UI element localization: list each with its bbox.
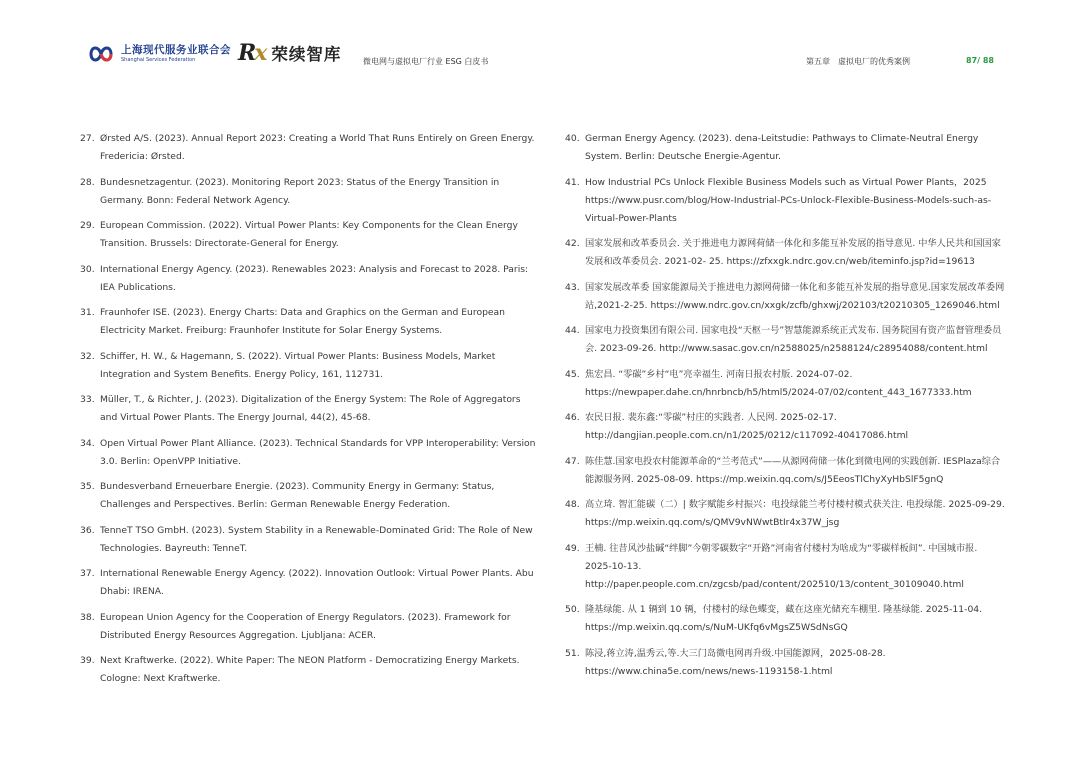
reference-text: Bundesverband Erneuerbare Energie. (2023). Community Energy in Germany: Status, Challenges and Perspectives. Berlin: German Renewable Energy Federation.: [100, 481, 495, 510]
brand-name: 荣续智库: [271, 45, 342, 64]
reference-item: [565, 540, 1005, 594]
reference-item: [565, 279, 1005, 315]
reference-number: 33.: [80, 394, 95, 405]
reference-item: [80, 478, 540, 514]
reference-text: 国家发展改革委 国家能源局关于推进电力源网荷储一体化和多能互补发展的指导意见.国家发展改革委网站,2021-2-25. https://www.ndrc.gov.cn/xxgk/zcfb/ghxwj/202103/t20210305_1269046.html: [585, 281, 1005, 311]
reference-text: How Industrial PCs Unlock Flexible Business Models such as Virtual Power Plants，2025 https://www.pusr.com/blog/How-Industrial-PCs-Unlock-Flexible-Business-Models-such-as-Virtual-Power-Plants: [585, 176, 992, 224]
reference-item: [80, 522, 540, 558]
reference-text: 隆基绿能. 从 1 辆到 10 辆，付楼村的绿色蝶变，藏在这座光储充车棚里. 隆基绿能. 2025-11-04. https://mp.weixin.qq.com/s/NuM-UKfq6vMgsZ5WSdNsGQ: [585, 604, 983, 633]
page-number: 87/ 88: [966, 56, 994, 65]
reference-item: [80, 609, 540, 645]
reference-text: Bundesnetzagentur. (2023). Monitoring Report 2023: Status of the Energy Transition in Germany. Bonn: Federal Network Agency.: [100, 176, 500, 206]
reference-item: [565, 130, 1005, 166]
reference-item: [565, 174, 1005, 228]
federation-emblem-icon: [85, 41, 117, 67]
reference-text: International Energy Agency. (2023). Renewables 2023: Analysis and Forecast to 2028. Paris: IEA Publications.: [100, 263, 529, 293]
reference-item: [565, 601, 1005, 637]
references-right-column: [565, 130, 1005, 688]
reference-number: 51.: [565, 647, 580, 659]
reference-number: 28.: [80, 176, 95, 188]
reference-text: 陈佳慧.国家电投农村能源革命的“兰考范式”——从源网荷储一体化到微电网的实践创新. IESPlaza综合能源服务网. 2025-08-09. https://mp.weixin.qq.com/s/J5EeosTlChyXyHbSlF5gnQ: [585, 455, 1001, 485]
reference-text: German Energy Agency. (2023). dena-Leitstudie: Pathways to Climate-Neutral Energy System. Berlin: Deutsche Energie-Agentur.: [585, 133, 979, 162]
reference-number: 35.: [80, 481, 95, 492]
reference-item: [80, 391, 540, 427]
reference-text: 陈浸,蒋立涛,温秀云,等.大三门岛微电网再升级.中国能源网，2025-08-28. https://www.china5e.com/news/news-1193158-1.html: [585, 647, 886, 677]
reference-text: 焦宏昌. “零碳”乡村“电”亮幸福生. 河南日报农村版. 2024-07-02. https://newpaper.dahe.cn/hnrbncb/h5/html5/2024-07/02/content_443_1677333.htm: [585, 368, 972, 398]
reference-text: 国家发展和改革委员会. 关于推进电力源网荷储一体化和多能互补发展的指导意见. 中华人民共和国国家发展和改革委员会. 2021-02- 25. https://zfxxgk.ndrc.gov.cn/web/iteminfo.jsp?id=19613: [585, 238, 1001, 267]
reference-item: [565, 235, 1005, 271]
reference-text: Next Kraftwerke. (2022). White Paper: The NEON Platform - Democratizing Energy Markets. Cologne: Next Kraftwerke.: [100, 655, 520, 684]
reference-text: 农民日报. 裴东鑫:“零碳”村庄的实践者. 人民网. 2025-02-17. http://dangjian.people.com.cn/n1/2025/0212/c117092-40417086.html: [585, 412, 909, 441]
reference-item: [80, 565, 540, 601]
page-header: [0, 0, 1080, 80]
reference-item: [565, 366, 1005, 402]
federation-name-cn: 上海现代服务业联合会: [121, 44, 231, 57]
reference-number: 39.: [80, 655, 95, 666]
chapter-title: 第五章 虚拟电厂的优秀案例: [806, 57, 910, 66]
reference-text: 国家电力投资集团有限公司. 国家电投“天枢一号”智慧能源系统正式发布. 国务院国有资产监督管理委员会. 2023-09-26. http://www.sasac.gov.cn/n2588025/n2588124/c28954088/content.html: [585, 325, 1002, 354]
federation-name-en: Shanghai Services Federation: [121, 56, 196, 63]
reference-number: 41.: [565, 176, 580, 188]
reference-number: 32.: [80, 350, 95, 362]
reference-number: 43.: [565, 281, 580, 293]
reference-number: 36.: [80, 524, 95, 536]
reference-item: [80, 304, 540, 340]
reference-text: Open Virtual Power Plant Alliance. (2023). Technical Standards for VPP Interoperability: Version 3.0. Berlin: OpenVPP Initiative.: [100, 437, 536, 467]
reference-text: 高立琦. 智汇能碳（二）| 数字赋能乡村振兴：电投绿能兰考付楼村模式获关注. 电投绿能. 2025-09-29. https://mp.weixin.qq.com/s/QMV9vNWwtBtIr4x37W_jsg: [585, 499, 1005, 528]
reference-number: 29.: [80, 220, 95, 231]
reference-text: TenneT TSO GmbH. (2023). System Stability in a Renewable-Dominated Grid: The Role of New Technologies. Bayreuth: TenneT.: [100, 524, 533, 554]
reference-text: Müller, T., & Richter, J. (2023). Digitalization of the Energy System: The Role of Aggregators and Virtual Power Plants. The Energy Journal, 44(2), 45-68.: [100, 394, 521, 423]
reference-item: [565, 496, 1005, 532]
reference-number: 47.: [565, 455, 580, 467]
reference-text: International Renewable Energy Agency. (2022). Innovation Outlook: Virtual Power Plants. Abu Dhabi: IRENA.: [100, 568, 534, 597]
reference-text: 王楠. 往昔风沙盐碱“绊脚”今朝零碳数字“开路”河南省付楼村为啥成为“零碳样板间”. 中国城市报. 2025-10-13. http://paper.people.com.cn/zgcsb/pad/content/202510/13/content_30109040.html: [585, 542, 978, 590]
reference-text: Schiffer, H. W., & Hagemann, S. (2022). Virtual Power Plants: Business Models, Market Integration and System Benefits. Energy Policy, 161, 112731.: [100, 350, 496, 380]
reference-item: [80, 652, 540, 688]
reference-text: Ørsted A/S. (2023). Annual Report 2023: Creating a World That Runs Entirely on Green Energy. Fredericia: Ørsted.: [100, 133, 535, 162]
reference-number: 49.: [565, 542, 580, 554]
reference-number: 27.: [80, 133, 95, 144]
reference-item: [80, 130, 540, 166]
document-title: 微电网与虚拟电厂行业 ESG 白皮书: [363, 57, 489, 66]
reference-number: 31.: [80, 307, 95, 318]
reference-number: 34.: [80, 437, 95, 449]
reference-item: [565, 322, 1005, 358]
reference-number: 42.: [565, 238, 580, 249]
reference-number: 48.: [565, 499, 580, 510]
reference-number: 37.: [80, 568, 95, 579]
reference-item: [80, 261, 540, 297]
reference-text: European Union Agency for the Cooperation of Energy Regulators. (2023). Framework for Distributed Energy Resources Aggregation. Ljubljana: ACER.: [100, 611, 511, 641]
reference-number: 40.: [565, 133, 580, 144]
reference-item: [80, 217, 540, 253]
reference-text: Fraunhofer ISE. (2023). Energy Charts: Data and Graphics on the German and European Electricity Market. Freiburg: Fraunhofer Institute for Solar Energy Systems.: [100, 307, 506, 336]
reference-item: [80, 348, 540, 384]
reference-number: 30.: [80, 263, 95, 275]
reference-item: [80, 435, 540, 471]
reference-item: [80, 174, 540, 210]
reference-text: European Commission. (2022). Virtual Power Plants: Key Components for the Clean Energy Transition. Brussels: Directorate-General for Energy.: [100, 220, 518, 249]
reference-item: [565, 453, 1005, 489]
rx-logo-mark: Rx: [238, 40, 266, 66]
reference-number: 44.: [565, 325, 580, 336]
rongxu-think-tank-logo: [238, 40, 341, 66]
reference-item: [565, 409, 1005, 445]
references-left-column: [80, 130, 540, 696]
reference-number: 46.: [565, 412, 580, 423]
reference-number: 45.: [565, 368, 580, 380]
reference-number: 38.: [80, 611, 95, 623]
reference-number: 50.: [565, 604, 580, 615]
reference-item: [565, 645, 1005, 681]
shanghai-services-federation-logo: [85, 40, 235, 68]
